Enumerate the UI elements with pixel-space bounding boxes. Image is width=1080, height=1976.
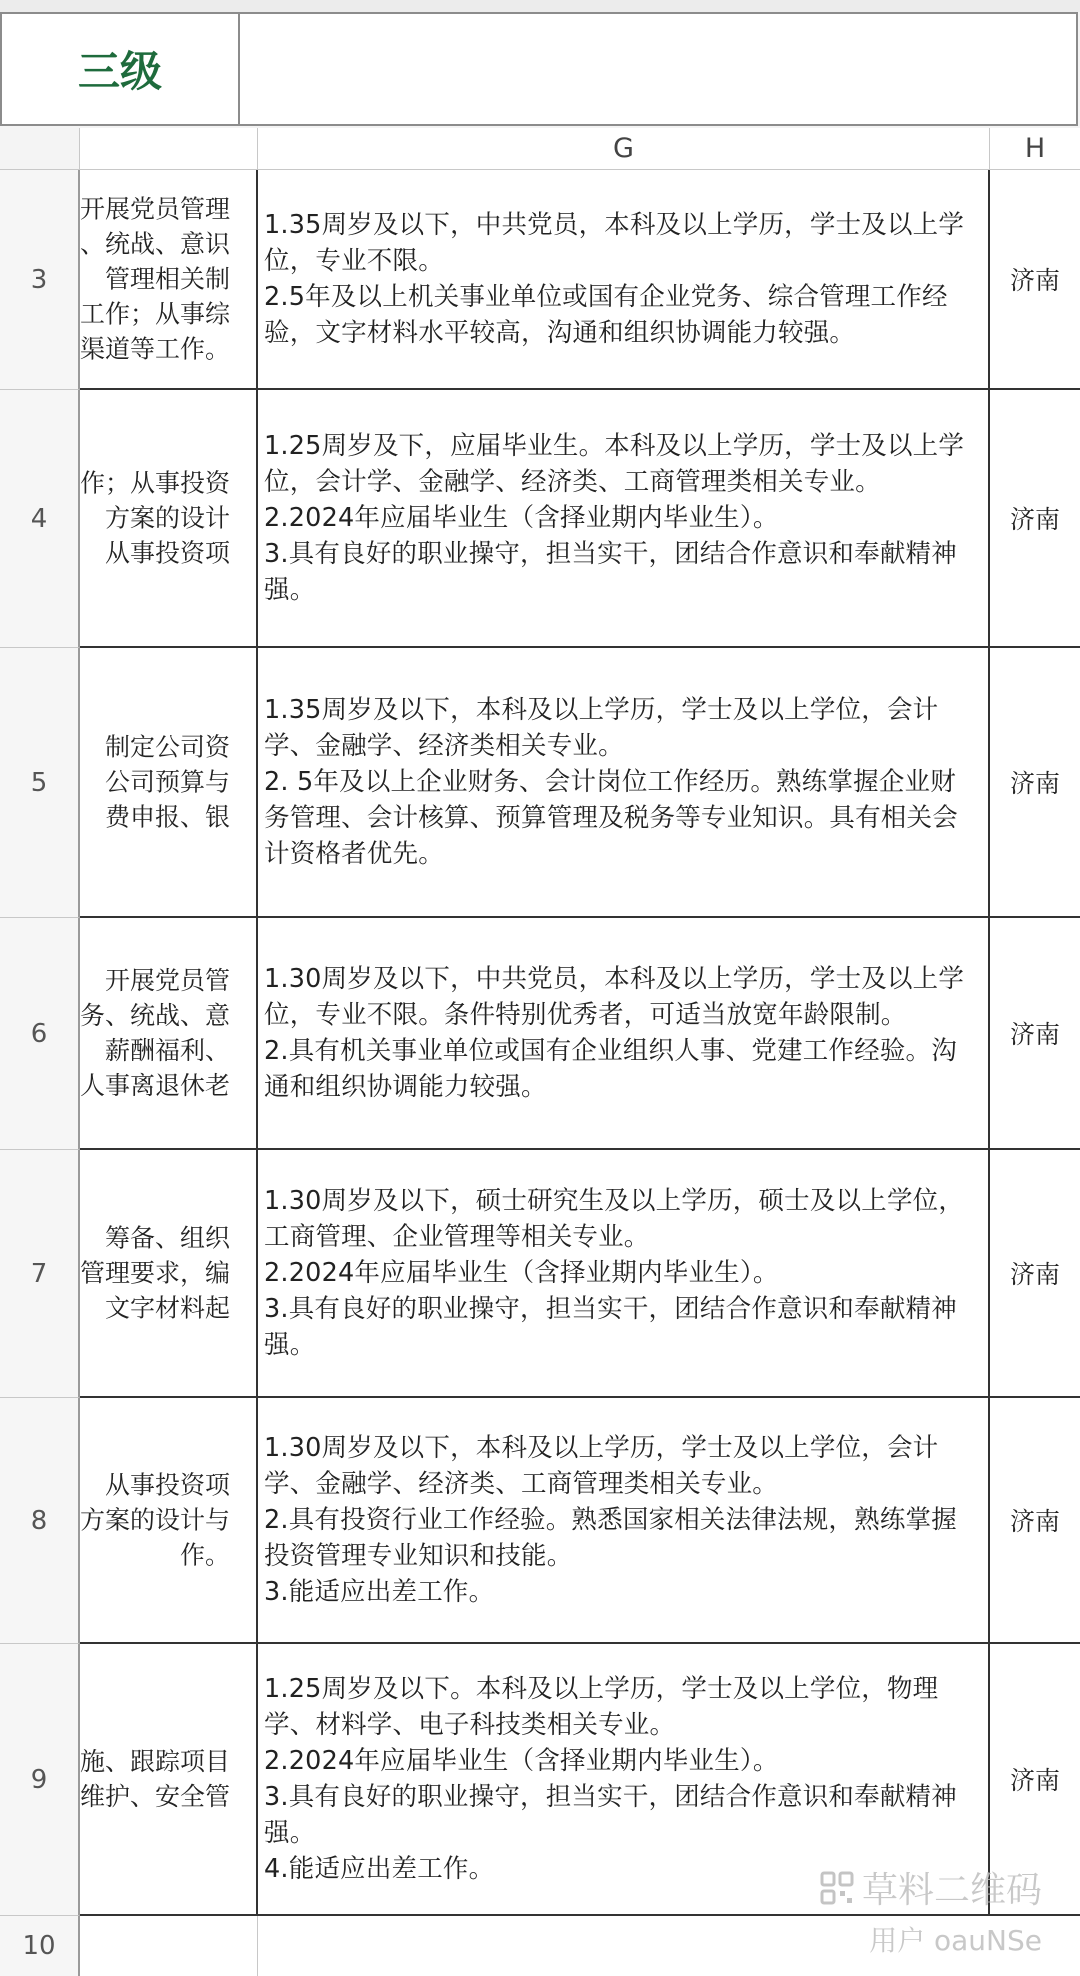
requirements-cell[interactable] xyxy=(258,170,990,390)
requirements-text: 1.30周岁及以下，本科及以上学历，学士及以上学位，会计学、金融学、经济类、工商管理类相关专业。 2.具有投资行业工作经验。熟悉国家相关法律法规，熟练掌握投资管理专业知识和技能。 3.能适应出差工作。 xyxy=(264,1433,957,1607)
duty-cell[interactable] xyxy=(80,1150,258,1398)
duty-text: 施、跟踪项目 维护、安全管 xyxy=(80,1747,230,1811)
select-all-corner[interactable] xyxy=(0,128,80,170)
duty-text: 开展党员管 务、统战、意 薪酬福利、 人事离退休老 xyxy=(80,966,230,1100)
duty-text: 制定公司资 公司预算与 费申报、银 xyxy=(104,732,230,832)
location-cell[interactable]: 济南 xyxy=(990,1644,1080,1916)
duty-cell[interactable] xyxy=(80,390,258,648)
level-title: 三级 xyxy=(2,14,240,124)
requirements-text: 1.35周岁及以下，中共党员，本科及以上学历，学士及以上学位，专业不限。 2.5年及以上机关事业单位或国有企业党务、综合管理工作经验，文字材料水平较高，沟通和组织协调能力较强。 xyxy=(264,210,965,348)
duty-text: 开展党员管理 、统战、意识 管理相关制 工作；从事综 渠道等工作。 xyxy=(80,194,230,364)
top-bar xyxy=(0,0,1080,12)
duty-cell[interactable] xyxy=(80,170,258,390)
row-number[interactable]: 5 xyxy=(0,648,80,918)
watermark-user: 用户 oauNSe xyxy=(869,1924,1042,1957)
qr-grid-icon xyxy=(820,1871,854,1905)
location-cell[interactable]: 济南 xyxy=(990,1398,1080,1644)
location-cell[interactable]: 济南 xyxy=(990,918,1080,1150)
requirements-cell[interactable] xyxy=(258,390,990,648)
table-row xyxy=(0,390,1080,648)
duty-text: 筹备、组织 管理要求，编 文字材料起 xyxy=(80,1223,230,1323)
requirements-text: 1.25周岁及下，应届毕业生。本科及以上学历，学士及以上学位，会计学、金融学、经济类、工商管理类相关专业。 2.2024年应届毕业生（含择业期内毕业生）。 3.具有良好的职业操守，担当实干，团结合作意识和奉献精神强。 xyxy=(264,431,965,605)
requirements-cell[interactable] xyxy=(258,648,990,918)
watermark xyxy=(782,1862,1042,1959)
watermark-brand: 草料二维码 xyxy=(861,1870,1042,1911)
row-number[interactable]: 9 xyxy=(0,1644,80,1916)
location-cell[interactable]: 济南 xyxy=(990,648,1080,918)
duty-cell[interactable] xyxy=(80,1398,258,1644)
duty-text: 从事投资项 方案的设计与 作。 xyxy=(80,1470,230,1570)
duty-cell[interactable] xyxy=(80,1916,258,1976)
table-row xyxy=(0,170,1080,390)
location-cell[interactable]: 济南 xyxy=(990,390,1080,648)
duty-cell[interactable] xyxy=(80,648,258,918)
row-number[interactable]: 7 xyxy=(0,1150,80,1398)
requirements-cell[interactable] xyxy=(258,1150,990,1398)
duty-cell[interactable] xyxy=(80,1644,258,1916)
requirements-text: 1.35周岁及以下，本科及以上学历，学士及以上学位，会计学、金融学、经济类相关专业。 2. 5年及以上企业财务、会计岗位工作经历。熟练掌握企业财务管理、会计核算、预算管理及税务等专业知识。具有相关会计资格者优先。 xyxy=(264,695,958,869)
row-number[interactable]: 8 xyxy=(0,1398,80,1644)
column-header-h[interactable]: H xyxy=(990,128,1080,170)
duty-cell[interactable] xyxy=(80,918,258,1150)
table-row xyxy=(0,648,1080,918)
row-number[interactable]: 3 xyxy=(0,170,80,390)
column-header-g[interactable]: G xyxy=(258,128,990,170)
location-cell[interactable]: 济南 xyxy=(990,170,1080,390)
row-number[interactable]: 4 xyxy=(0,390,80,648)
location-cell[interactable]: 济南 xyxy=(990,1150,1080,1398)
requirements-cell[interactable] xyxy=(258,1398,990,1644)
duty-text: 作；从事投资 方案的设计 从事投资项 xyxy=(80,468,230,568)
requirements-cell[interactable] xyxy=(258,918,990,1150)
table-row xyxy=(0,1398,1080,1644)
table-row xyxy=(0,918,1080,1150)
table-row xyxy=(0,1150,1080,1398)
header-blank-cell[interactable] xyxy=(240,14,1076,124)
requirements-text: 1.30周岁及以下，中共党员，本科及以上学历，学士及以上学位，专业不限。条件特别优秀者，可适当放宽年龄限制。 2.具有机关事业单位或国有企业组织人事、党建工作经验。沟通和组织协调能力较强。 xyxy=(264,964,965,1102)
requirements-text: 1.30周岁及以下，硕士研究生及以上学历，硕士及以上学位，工商管理、企业管理等相关专业。 2.2024年应届毕业生（含择业期内毕业生）。 3.具有良好的职业操守，担当实干，团结合作意识和奉献精神强。 xyxy=(264,1186,965,1360)
sheet-header xyxy=(0,12,1078,126)
row-number[interactable]: 6 xyxy=(0,918,80,1150)
row-number[interactable]: 10 xyxy=(0,1916,80,1976)
requirements-text: 1.25周岁及以下。本科及以上学历，学士及以上学位，物理学、材料学、电子科技类相关专业。 2.2024年应届毕业生（含择业期内毕业生）。 3.具有良好的职业操守，担当实干，团结合作意识和奉献精神强。 4.能适应出差工作。 xyxy=(264,1674,957,1884)
column-header-f[interactable] xyxy=(80,128,258,170)
